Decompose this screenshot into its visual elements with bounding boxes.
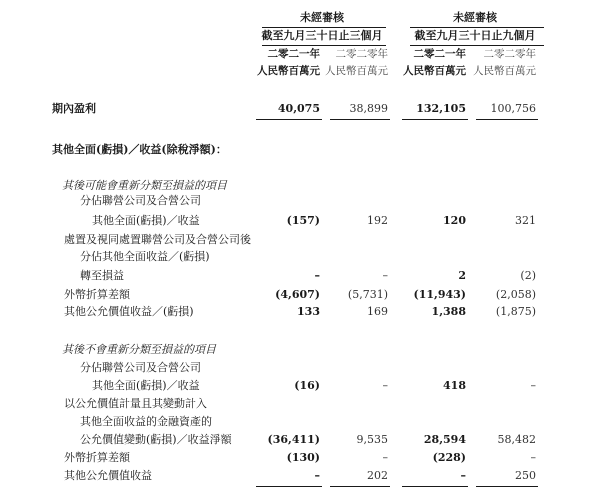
row-label: 處置及視同處置聯營公司及合營公司後 xyxy=(64,233,251,246)
row-label: 外幣折算差額 xyxy=(64,451,130,464)
underline xyxy=(476,119,538,120)
header-rule xyxy=(262,45,386,46)
cell-q-2021: (130) xyxy=(286,451,320,464)
subsection-title-noreclass: 其後不會重新分類至損益的項目 xyxy=(62,343,216,356)
cell-n-2021: 1,388 xyxy=(431,305,466,318)
header-period-text: 截至九月三十日止三個月 xyxy=(261,29,383,42)
cell-n-2021: (11,943) xyxy=(413,288,466,301)
underline xyxy=(476,486,538,487)
col-year-q-2020: 二零二零年 xyxy=(335,48,388,60)
row-label: 其他公允價值收益 xyxy=(64,469,152,482)
row-label: 其他公允價值收益／(虧損) xyxy=(64,305,194,318)
cell-q-2020: – xyxy=(382,269,388,282)
underline xyxy=(330,486,390,487)
cell-n-2020: 250 xyxy=(515,469,536,482)
cell-n-2020: 58,482 xyxy=(497,433,536,446)
cell-n-2020: (2,058) xyxy=(495,288,536,301)
cell-q-2020: (5,731) xyxy=(347,288,388,301)
subsection-title-reclass: 其後可能會重新分類至損益的項目 xyxy=(62,179,227,192)
col-unit-n-2020: 人民幣百萬元 xyxy=(473,65,536,77)
header-period-text: 截至九月三十日止九個月 xyxy=(414,29,536,42)
cell-q-2021: 133 xyxy=(297,305,320,318)
cell-q-2020: 9,535 xyxy=(356,433,388,446)
cell-q-2021: – xyxy=(314,469,320,482)
cell-n-2021: – xyxy=(460,469,466,482)
cell-q-2021: (4,607) xyxy=(275,288,320,301)
cell-profit-n-2020: 100,756 xyxy=(490,102,536,115)
row-label: 其他全面(虧損)／收益 xyxy=(92,214,200,227)
cell-n-2021: (228) xyxy=(432,451,466,464)
cell-n-2020: – xyxy=(530,451,536,464)
row-label: 分佔聯營公司及合營公司 xyxy=(80,361,201,374)
row-label: 外幣折算差額 xyxy=(64,288,130,301)
col-unit-n-2021: 人民幣百萬元 xyxy=(403,65,466,77)
row-label: 其他全面收益的金融資產的 xyxy=(80,415,212,428)
cell-profit-q-2020: 38,899 xyxy=(349,102,388,115)
header-rule xyxy=(410,45,544,46)
cell-q-2021: (16) xyxy=(294,379,320,392)
header-period xyxy=(255,28,389,44)
header-status: 未經審核 xyxy=(300,11,344,24)
underline xyxy=(256,119,322,120)
row-label: 公允價值變動(虧損)／收益淨額 xyxy=(80,433,232,446)
cell-q-2021: (157) xyxy=(286,214,320,227)
cell-q-2021: – xyxy=(314,269,320,282)
cell-q-2020: – xyxy=(382,451,388,464)
cell-q-2020: 202 xyxy=(367,469,388,482)
header-group-nine-months xyxy=(400,10,550,26)
cell-n-2020: (2) xyxy=(520,269,536,282)
underline xyxy=(402,119,468,120)
header-period xyxy=(400,28,550,44)
col-year-n-2021: 二零二一年 xyxy=(413,48,466,60)
cell-q-2020: 192 xyxy=(367,214,388,227)
cell-n-2021: 2 xyxy=(458,269,466,282)
col-unit-q-2020: 人民幣百萬元 xyxy=(325,65,388,77)
header-status: 未經審核 xyxy=(453,11,497,24)
underline xyxy=(402,486,468,487)
row-label: 轉至損益 xyxy=(80,269,124,282)
cell-q-2020: – xyxy=(382,379,388,392)
cell-n-2021: 28,594 xyxy=(423,433,466,446)
col-year-n-2020: 二零二零年 xyxy=(483,48,536,60)
row-label-profit: 期內盈利 xyxy=(52,102,96,115)
cell-q-2021: (36,411) xyxy=(267,433,320,446)
row-label: 分佔其他全面收益／(虧損) xyxy=(80,250,210,263)
cell-n-2020: (1,875) xyxy=(495,305,536,318)
section-title-oci: 其他全面(虧損)／收益(除稅淨額)： xyxy=(52,143,227,156)
header-group-three-months xyxy=(255,10,389,26)
underline xyxy=(330,119,390,120)
cell-q-2020: 169 xyxy=(367,305,388,318)
row-label: 分佔聯營公司及合營公司 xyxy=(80,194,201,207)
cell-n-2020: – xyxy=(530,379,536,392)
cell-profit-q-2021: 40,075 xyxy=(277,102,320,115)
row-label: 以公允價值計量且其變動計入 xyxy=(64,397,207,410)
cell-n-2021: 120 xyxy=(443,214,466,227)
row-label: 其他全面(虧損)／收益 xyxy=(92,379,200,392)
underline xyxy=(256,486,322,487)
col-year-q-2021: 二零二一年 xyxy=(267,48,320,60)
cell-n-2020: 321 xyxy=(515,214,536,227)
cell-profit-n-2021: 132,105 xyxy=(416,102,466,115)
cell-n-2021: 418 xyxy=(443,379,466,392)
col-unit-q-2021: 人民幣百萬元 xyxy=(257,65,320,77)
